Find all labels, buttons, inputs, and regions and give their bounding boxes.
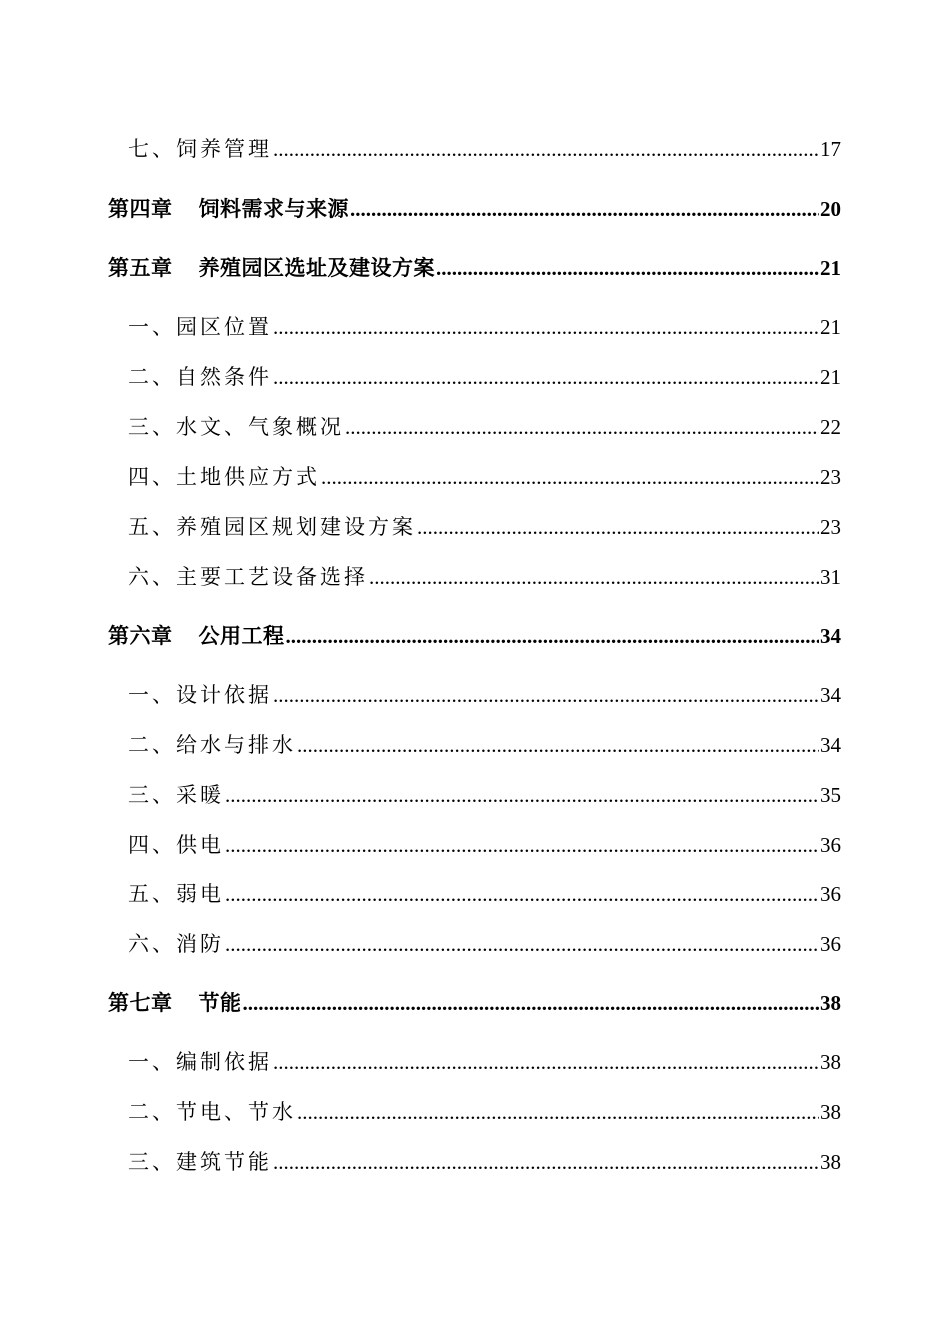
dot-leader [369, 562, 819, 592]
dot-leader [345, 412, 819, 442]
chapter-number: 第四章 [108, 196, 173, 221]
toc-entry-weak-current[interactable] [128, 879, 841, 909]
toc-entry-design-basis[interactable] [128, 680, 841, 710]
toc-entry-title: 二、给水与排水 [128, 733, 296, 757]
chapter-title: 节能 [198, 990, 242, 1015]
chapter-number: 第六章 [108, 623, 173, 648]
toc-entry-water-supply-drainage[interactable] [128, 730, 841, 760]
toc-chapter-6[interactable] [108, 621, 841, 651]
toc-entry-page: 20 [820, 197, 841, 221]
toc-entry-page: 21 [820, 256, 841, 280]
dot-leader [273, 1147, 819, 1177]
dot-leader [225, 929, 819, 959]
chapter-title: 饲料需求与来源 [198, 196, 349, 221]
toc-entry-title: 三、水文、气象概况 [128, 415, 344, 439]
toc-entry-page: 21 [820, 315, 841, 339]
dot-leader [273, 680, 819, 710]
toc-entry-title: 五、养殖园区规划建设方案 [128, 515, 416, 539]
toc-entry-heating[interactable] [128, 780, 841, 810]
toc-entry-page: 38 [820, 1150, 841, 1174]
dot-leader [350, 194, 819, 224]
toc-entry-building-energy-saving[interactable] [128, 1147, 841, 1177]
toc-entry-title: 六、主要工艺设备选择 [128, 565, 368, 589]
toc-entry-electricity-water-saving[interactable] [128, 1097, 841, 1127]
dot-leader [225, 830, 819, 860]
toc-chapter-heading [108, 253, 435, 283]
toc-entry-title: 三、采暖 [128, 783, 224, 807]
chapter-number: 第五章 [108, 255, 173, 280]
dot-leader [436, 253, 819, 283]
toc-entry-page: 34 [820, 683, 841, 707]
toc-entry-park-planning[interactable] [128, 512, 841, 542]
toc-entry-hydrology-climate[interactable] [128, 412, 841, 442]
toc-entry-page: 31 [820, 565, 841, 589]
toc-chapter-heading [108, 621, 285, 651]
toc-entry-title: 一、园区位置 [128, 315, 272, 339]
toc-entry-page: 34 [820, 624, 841, 648]
toc-entry-natural-conditions[interactable] [128, 362, 841, 392]
dot-leader [297, 730, 819, 760]
toc-entry-title: 一、编制依据 [128, 1050, 272, 1074]
toc-entry-page: 36 [820, 833, 841, 857]
chapter-title: 养殖园区选址及建设方案 [198, 255, 435, 280]
toc-entry-page: 35 [820, 783, 841, 807]
toc-entry-land-supply[interactable] [128, 462, 841, 492]
dot-leader [417, 512, 819, 542]
toc-entry-title: 五、弱电 [128, 882, 224, 906]
dot-leader [225, 780, 819, 810]
dot-leader [286, 621, 820, 651]
toc-entry-page: 38 [820, 1100, 841, 1124]
dot-leader [225, 879, 819, 909]
chapter-number: 第七章 [108, 990, 173, 1015]
toc-entry-power-supply[interactable] [128, 830, 841, 860]
toc-chapter-heading [108, 988, 242, 1018]
dot-leader [273, 362, 819, 392]
toc-entry-fire-protection[interactable] [128, 929, 841, 959]
dot-leader [273, 134, 819, 164]
toc-entry-title: 三、建筑节能 [128, 1150, 272, 1174]
toc-entry-page: 36 [820, 882, 841, 906]
toc-entry-title: 七、饲养管理 [128, 137, 272, 161]
toc-entry-park-location[interactable] [128, 312, 841, 342]
toc-entry-title: 六、消防 [128, 932, 224, 956]
chapter-title: 公用工程 [198, 623, 285, 648]
toc-entry-page: 23 [820, 515, 841, 539]
toc-entry-page: 38 [820, 1050, 841, 1074]
toc-chapter-4[interactable] [108, 194, 841, 224]
dot-leader [297, 1097, 819, 1127]
toc-chapter-5[interactable] [108, 253, 841, 283]
toc-chapter-heading [108, 194, 349, 224]
toc-entry-title: 二、节电、节水 [128, 1100, 296, 1124]
toc-entry-equipment-selection[interactable] [128, 562, 841, 592]
toc-entry-page: 17 [820, 137, 841, 161]
toc-entry-title: 一、设计依据 [128, 683, 272, 707]
toc-entry-compilation-basis[interactable] [128, 1047, 841, 1077]
dot-leader [321, 462, 819, 492]
toc-entry-feeding-management[interactable] [128, 134, 841, 164]
toc-entry-page: 38 [820, 991, 841, 1015]
toc-chapter-7[interactable] [108, 988, 841, 1018]
toc-entry-title: 四、土地供应方式 [128, 465, 320, 489]
dot-leader [243, 988, 820, 1018]
toc-entry-page: 22 [820, 415, 841, 439]
dot-leader [273, 1047, 819, 1077]
toc-entry-page: 23 [820, 465, 841, 489]
toc-entry-page: 21 [820, 365, 841, 389]
toc-entry-title: 二、自然条件 [128, 365, 272, 389]
toc-entry-title: 四、供电 [128, 833, 224, 857]
dot-leader [273, 312, 819, 342]
toc-entry-page: 36 [820, 932, 841, 956]
toc-entry-page: 34 [820, 733, 841, 757]
